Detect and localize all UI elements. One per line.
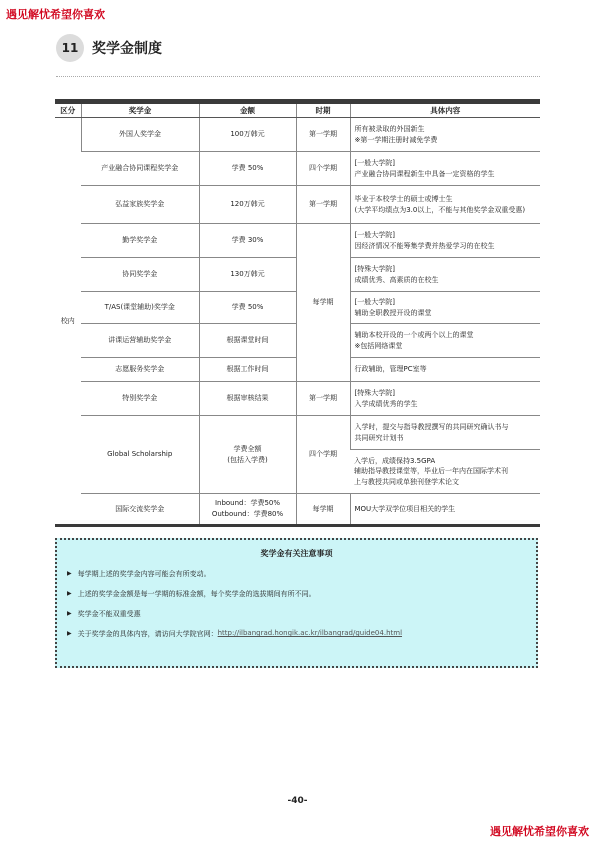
table-row: [55, 382, 540, 416]
triangle-bullet-icon: ▶: [67, 570, 72, 577]
section-heading: [56, 34, 162, 62]
scholarship-amount: 130万韩元: [199, 258, 296, 292]
scholarship-period: 四个学期: [296, 416, 350, 494]
footer-slogan: 遇见解忧希望你喜欢: [490, 825, 589, 838]
scholarship-content: 行政辅助，管理PC室等: [350, 358, 540, 382]
scholarship-name: T/AS(课堂辅助)奖学金: [81, 292, 199, 324]
scholarship-amount: Inbound：学费50% Outbound：学费80%: [199, 494, 296, 524]
note-text: 关于奖学金的具体内容，请访问大学院官网：: [77, 630, 218, 638]
note-item: [67, 589, 536, 599]
note-item: [67, 629, 536, 639]
column-header: 具体内容: [350, 104, 540, 118]
scholarship-name: 特别奖学金: [81, 382, 199, 416]
scholarship-table: [55, 104, 540, 524]
triangle-bullet-icon: ▶: [67, 630, 72, 637]
header-slogan: 遇见解忧希望你喜欢: [6, 8, 105, 21]
triangle-bullet-icon: ▶: [67, 590, 72, 597]
scholarship-amount: 学费 30%: [199, 224, 296, 258]
scholarship-amount: 120万韩元: [199, 186, 296, 224]
table-row: [55, 224, 540, 258]
scholarship-period: 第一学期: [296, 382, 350, 416]
scholarship-period-merged: 每学期: [296, 224, 350, 382]
scholarship-name: 产业融合协同课程奖学金: [81, 152, 199, 186]
triangle-bullet-icon: ▶: [67, 610, 72, 617]
scholarship-period: 第一学期: [296, 118, 350, 152]
note-text: 每学期上述的奖学金内容可能会有所变动。: [77, 570, 211, 578]
scholarship-amount: 学费 50%: [199, 292, 296, 324]
scholarship-period: 每学期: [296, 494, 350, 524]
note-item: [67, 609, 536, 619]
column-header: 区分: [55, 104, 81, 118]
graduate-school-link[interactable]: http://ilbangrad.hongik.ac.kr/ilbangrad/guide04.html: [217, 629, 403, 637]
note-text: 奖学金不能双重受惠: [77, 610, 141, 618]
column-header: 金额: [199, 104, 296, 118]
scholarship-content: 入学时，提交与指导教授撰写的共同研究确认书与 共同研究计划书: [350, 416, 540, 450]
table-row: [55, 494, 540, 524]
scholarship-name: 外国人奖学金: [81, 118, 199, 152]
scholarship-name: 弘益家族奖学金: [81, 186, 199, 224]
scholarship-name: 国际交流奖学金: [81, 494, 199, 524]
table-row: [55, 118, 540, 152]
page-number: -40-: [287, 796, 308, 806]
table-row: [55, 152, 540, 186]
table-header-row: [55, 104, 540, 118]
scholarship-content: 毕业于本校学士的硕士或博士生 (大学平均绩点为3.0以上，不能与其他奖学金双重受惠): [350, 186, 540, 224]
scholarship-content: 辅助本校开设的一个或两个以上的课堂 ※包括网络课堂: [350, 324, 540, 358]
column-header: 奖学金: [81, 104, 199, 118]
notes-title: 奖学金有关注意事项: [260, 549, 333, 558]
scholarship-content: 所有被录取的外国新生 ※第一学期注册时减免学费: [350, 118, 540, 152]
scholarship-content: [特殊大学院] 入学成绩优秀的学生: [350, 382, 540, 416]
scholarship-amount: 根据审核结果: [199, 382, 296, 416]
note-text: 上述的奖学金金额是每一学期的标准金额，每个奖学金的选拔期间有所不同。: [77, 590, 316, 598]
table-row: [55, 186, 540, 224]
table-bottom-bar: [55, 524, 540, 527]
scholarship-content: 入学后，成绩保持3.5GPA 辅助指导教授课堂等，毕业后一年内在国际学术刊 上与教授共同或单独刊登学术论文: [350, 450, 540, 494]
scholarship-name: 协同奖学金: [81, 258, 199, 292]
scholarship-name: 讲课运营辅助奖学金: [81, 324, 199, 358]
scholarship-period: 四个学期: [296, 152, 350, 186]
notes-box: [55, 538, 538, 668]
scholarship-content: [一般大学院] 产业融合协同课程新生中具备一定资格的学生: [350, 152, 540, 186]
note-item: [67, 569, 536, 579]
scholarship-content: [特殊大学院] 成绩优秀、高素质的在校生: [350, 258, 540, 292]
dotted-divider: [56, 76, 540, 77]
scholarship-period: 第一学期: [296, 186, 350, 224]
scholarship-content: [一般大学院] 辅助全职教授开设的课堂: [350, 292, 540, 324]
scholarship-amount: 100万韩元: [199, 118, 296, 152]
scholarship-content: [一般大学院] 因经济情况不能筹集学费并热爱学习的在校生: [350, 224, 540, 258]
section-number-badge: 11: [56, 34, 84, 62]
scholarship-amount: 根据工作时间: [199, 358, 296, 382]
scholarship-content: MOU大学双学位项目相关的学生: [350, 494, 540, 524]
section-title: 奖学金制度: [92, 41, 162, 57]
scholarship-amount: 根据课堂时间: [199, 324, 296, 358]
table-row: [55, 416, 540, 450]
scholarship-name: 勤学奖学金: [81, 224, 199, 258]
scholarship-name: 志愿服务奖学金: [81, 358, 199, 382]
scholarship-amount: 学费 50%: [199, 152, 296, 186]
group-label-cell: 校内: [55, 118, 81, 524]
column-header: 时期: [296, 104, 350, 118]
scholarship-name: Global Scholarship: [81, 416, 199, 494]
scholarship-amount: 学费全额 (包括入学费): [199, 416, 296, 494]
scholarship-table-container: [55, 99, 540, 527]
